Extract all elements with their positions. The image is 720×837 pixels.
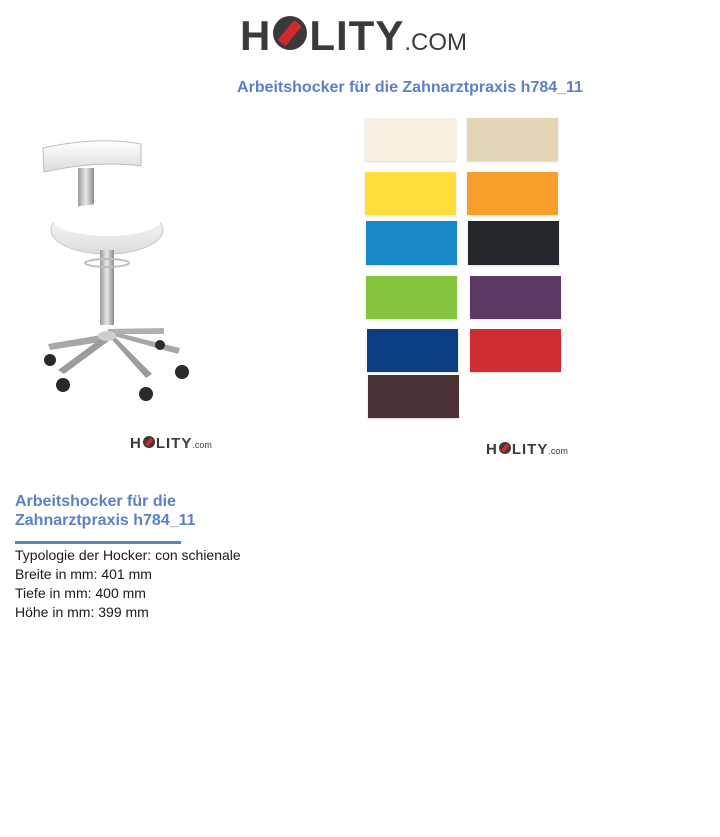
page-title: Arbeitshocker für die Zahnarztpraxis h784_11: [237, 79, 583, 96]
spec-typology: Typologie der Hocker: con schienale: [15, 547, 241, 563]
logo-text-pre: H: [240, 12, 272, 59]
color-swatch-yellow: [365, 172, 456, 215]
color-swatch-red: [470, 329, 561, 372]
spec-list: [15, 546, 241, 622]
logo-domain: .com: [192, 440, 212, 450]
color-swatch-brown: [368, 375, 459, 418]
logo-o-mark-icon: [143, 436, 155, 448]
spec-width: Breite in mm: 401 mm: [15, 566, 152, 582]
logo-text-post: LITY: [155, 435, 193, 452]
spec-height: Höhe in mm: 399 mm: [15, 604, 149, 620]
color-swatch-beige: [467, 118, 558, 161]
product-title: [15, 492, 215, 530]
holity-logo-chair: [130, 436, 212, 452]
logo-text-post: LITY: [511, 441, 549, 458]
color-swatch-black: [468, 221, 559, 265]
product-title-line2: Zahnarztpraxis h784_11: [15, 512, 196, 529]
color-swatch-green: [366, 276, 457, 319]
holity-logo-swatches: [486, 442, 568, 458]
holity-logo[interactable]: [240, 14, 467, 58]
logo-text-pre: H: [130, 435, 142, 452]
logo-o-mark-icon: [499, 442, 511, 454]
product-title-line1: Arbeitshocker für die: [15, 493, 176, 510]
color-swatch-navy: [367, 329, 458, 372]
spec-depth: Tiefe in mm: 400 mm: [15, 585, 146, 601]
color-swatch-orange: [467, 172, 558, 215]
logo-text-post: LITY: [309, 12, 405, 59]
logo-domain: .COM: [404, 29, 468, 56]
logo-domain: .com: [548, 446, 568, 456]
title-divider: [15, 541, 181, 544]
color-swatch-purple: [470, 276, 561, 319]
logo-o-mark-icon: [273, 16, 307, 50]
color-swatch-blue: [366, 221, 457, 265]
logo-text-pre: H: [486, 441, 498, 458]
chair-image: [38, 138, 193, 408]
color-swatch-cream: [365, 118, 456, 161]
